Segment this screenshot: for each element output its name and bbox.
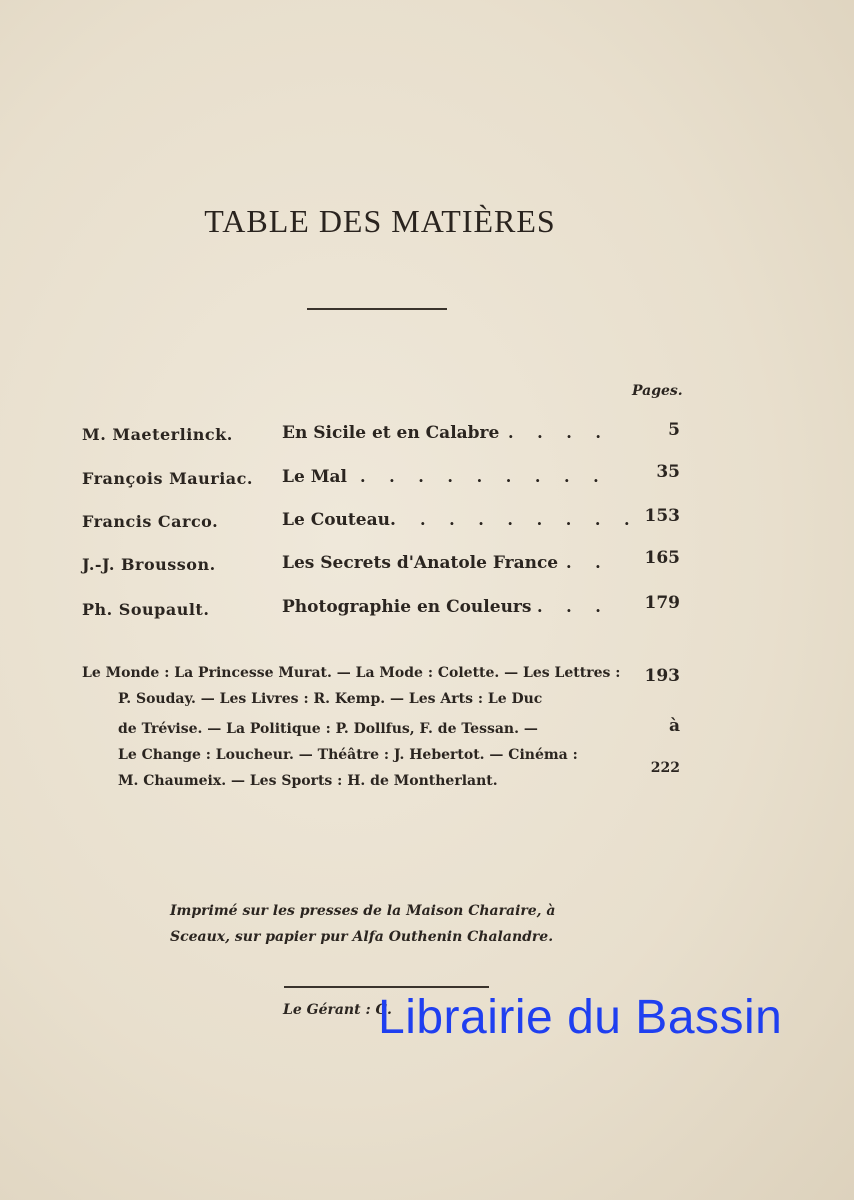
entry-author: J.-J. Brousson. bbox=[82, 555, 216, 574]
entry-author: François Mauriac. bbox=[82, 469, 253, 488]
entry-leader-dots: . . . bbox=[537, 597, 610, 616]
printer-colophon bbox=[170, 898, 556, 950]
entry-title: Photographie en Couleurs bbox=[282, 597, 532, 617]
entry-page: 179 bbox=[644, 593, 680, 613]
page-title: TABLE DES MATIÈRES bbox=[204, 203, 556, 239]
entry-page: 153 bbox=[644, 506, 680, 526]
entry-author: Francis Carco. bbox=[82, 512, 219, 531]
entry-author: Ph. Soupault. bbox=[82, 600, 210, 619]
entry-title: En Sicile et en Calabre bbox=[282, 423, 500, 443]
entry-page: 35 bbox=[656, 462, 680, 482]
printer-line: Imprimé sur les presses de la Maison Charaire, à bbox=[170, 903, 556, 919]
gerant-line: Le Gérant : G. bbox=[283, 1002, 392, 1018]
title-divider bbox=[307, 308, 447, 310]
entry-page: 165 bbox=[644, 548, 680, 568]
entry-title: Le Mal bbox=[282, 467, 347, 487]
sections-line: P. Souday. — Les Livres : R. Kemp. — Les Arts : Le Duc bbox=[118, 691, 543, 707]
gerant-divider bbox=[284, 986, 489, 988]
sections-page-end: 222 bbox=[650, 760, 680, 776]
entry-leader-dots: . . . . bbox=[508, 423, 610, 442]
pages-column-header: Pages. bbox=[632, 383, 683, 399]
entry-leader-dots: . . . . . . . . bbox=[420, 510, 639, 529]
sections-line: Le Monde : La Princesse Murat. — La Mode : Colette. — Les Lettres : bbox=[82, 665, 621, 681]
watermark-text: Librairie du Bassin bbox=[378, 991, 783, 1044]
entry-page: 5 bbox=[668, 420, 680, 440]
printer-line: Sceaux, sur papier pur Alfa Outhenin Chalandre. bbox=[170, 929, 554, 945]
entry-title: Le Couteau. bbox=[282, 510, 396, 530]
entry-title: Les Secrets d'Anatole France bbox=[282, 553, 559, 573]
sections-line: Le Change : Loucheur. — Théâtre : J. Hebertot. — Cinéma : bbox=[118, 747, 578, 763]
sections-line: de Trévise. — La Politique : P. Dollfus, F. de Tessan. — bbox=[118, 721, 538, 737]
entry-leader-dots: . . bbox=[566, 553, 610, 572]
sections-line: M. Chaumeix. — Les Sports : H. de Montherlant. bbox=[118, 773, 498, 789]
sections-page-to: à bbox=[668, 716, 680, 736]
entry-author: M. Maeterlinck. bbox=[82, 425, 233, 444]
entry-leader-dots: . . . . . . . . . bbox=[360, 467, 608, 486]
sections-page-start: 193 bbox=[644, 666, 680, 686]
